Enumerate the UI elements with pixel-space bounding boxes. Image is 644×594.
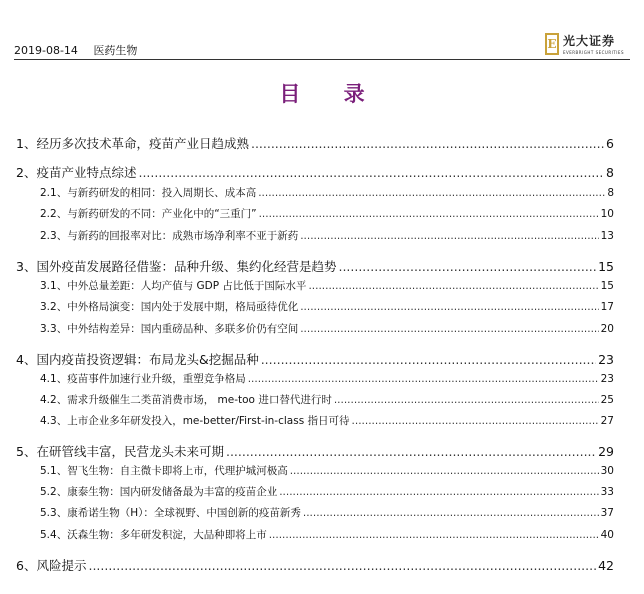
toc-entry-page: 23	[600, 373, 614, 385]
toc-entry[interactable]	[40, 413, 614, 428]
toc-entry[interactable]	[40, 463, 614, 478]
toc-entry-number: 4.1、	[40, 373, 68, 385]
toc-entry-page: 40	[600, 529, 614, 541]
report-date: 2019-08-14	[14, 44, 78, 57]
toc-entry-title: 在研管线丰富，民营龙头未来可期	[36, 444, 224, 459]
toc-entry-number: 1、	[16, 136, 37, 151]
toc-entry-page: 30	[600, 465, 614, 477]
toc-dot-leader	[269, 529, 599, 541]
toc-entry[interactable]	[40, 278, 614, 293]
toc-entry-title: 康希诺生物（H）：全球视野、中国创新的疫苗新秀	[67, 507, 301, 519]
toc-entry[interactable]	[40, 371, 614, 386]
toc-entry[interactable]	[40, 527, 614, 542]
toc-entry-title: 上市企业多年研发投入，me-better/First-in-class 指日可待	[67, 415, 350, 427]
toc-dot-leader	[300, 301, 598, 313]
toc-entry[interactable]	[40, 321, 614, 336]
toc-entry-number: 3、	[16, 259, 37, 274]
toc-entry[interactable]	[16, 556, 614, 574]
toc-entry-page: 8	[606, 165, 614, 180]
toc-entry-title: 智飞生物：自主微卡即将上市，代理护城河极高	[67, 465, 288, 477]
toc-entry-page: 20	[600, 323, 614, 335]
toc-entry-number: 2.1、	[40, 187, 68, 199]
header-divider	[14, 59, 630, 60]
toc-entry-number: 4.3、	[40, 415, 68, 427]
everbright-logo	[545, 32, 624, 55]
toc-entry-page: 37	[600, 507, 614, 519]
toc-entry-title: 与新药研发的不同：产业化中的“三重门”	[67, 208, 257, 220]
toc-dot-leader	[248, 373, 599, 385]
toc-dot-leader	[352, 415, 599, 427]
toc-dot-leader	[334, 394, 599, 406]
toc-entry-page: 10	[600, 208, 614, 220]
toc-entry-page: 13	[600, 230, 614, 242]
toc-entry[interactable]	[40, 206, 614, 221]
toc-dot-leader	[251, 136, 604, 151]
toc-entry[interactable]	[16, 350, 614, 368]
toc-entry[interactable]	[40, 299, 614, 314]
toc-dot-leader	[300, 323, 598, 335]
toc-entry-number: 5.1、	[40, 465, 68, 477]
toc-entry-number: 4.2、	[40, 394, 68, 406]
toc-entry-page: 27	[600, 415, 614, 427]
toc-entry-title: 疫苗事件加速行业升级，重塑竞争格局	[67, 373, 246, 385]
toc-entry-page: 17	[600, 301, 614, 313]
toc-entry-title: 沃森生物：多年研发积淀，大品种即将上市	[67, 529, 267, 541]
toc-entry-number: 2.2、	[40, 208, 68, 220]
toc-entry-number: 5.4、	[40, 529, 68, 541]
toc-entry-number: 2、	[16, 165, 37, 180]
toc-entry-number: 5.3、	[40, 507, 68, 519]
toc-entry-number: 5.2、	[40, 486, 68, 498]
toc-entry-number: 2.3、	[40, 230, 68, 242]
toc-entry-title: 国内疫苗投资逻辑：布局龙头&挖掘品种	[36, 352, 259, 367]
toc-entry-title: 中外总量差距：人均产值与 GDP 占比低于国际水平	[67, 280, 307, 292]
toc-dot-leader	[300, 230, 598, 242]
toc-entry-title: 中外格局演变：国内处于发展中期，格局亟待优化	[67, 301, 299, 313]
toc-entry-page: 15	[600, 280, 614, 292]
toc-entry-title: 经历多次技术革命，疫苗产业日趋成熟	[36, 136, 249, 151]
toc-entry[interactable]	[40, 505, 614, 520]
toc-dot-leader	[290, 465, 599, 477]
toc-entry-title: 中外结构差异：国内重磅品种、多联多价仍有空间	[67, 323, 299, 335]
toc-entry-title: 国外疫苗发展路径借鉴：品种升级、集约化经营是趋势	[36, 259, 337, 274]
toc-entry-page: 29	[598, 444, 614, 459]
toc-dot-leader	[258, 187, 605, 199]
toc-entry-page: 33	[600, 486, 614, 498]
toc-entry-page: 6	[606, 136, 614, 151]
toc-entry-title: 与新药的回报率对比：成熟市场净利率不亚于新药	[67, 230, 299, 242]
toc-entry-number: 3.3、	[40, 323, 68, 335]
toc-entry-number: 6、	[16, 558, 37, 573]
logo-name: 光大证券	[562, 34, 615, 48]
toc-dot-leader	[279, 486, 598, 498]
toc-entry-title: 疫苗产业特点综述	[36, 165, 137, 180]
toc-dot-leader	[261, 352, 596, 367]
toc-entry-page: 8	[607, 187, 614, 199]
logo-name-en: EVERBRIGHT SECURITIES	[562, 50, 624, 55]
toc-dot-leader	[88, 558, 596, 573]
toc-entry[interactable]	[40, 185, 614, 200]
toc-entry-title: 与新药研发的相同：投入周期长、成本高	[67, 187, 257, 199]
toc-dot-leader	[308, 280, 598, 292]
toc-dot-leader	[303, 507, 599, 519]
report-header	[14, 42, 137, 58]
toc-entry-page: 15	[598, 259, 614, 274]
toc-entry-number: 4、	[16, 352, 37, 367]
logo-mark-icon: E	[545, 33, 559, 55]
toc-dot-leader	[259, 208, 599, 220]
toc-entry-number: 3.2、	[40, 301, 68, 313]
toc-entry-number: 5、	[16, 444, 37, 459]
toc-entry-number: 3.1、	[40, 280, 68, 292]
toc-entry-title: 康泰生物：国内研发储备最为丰富的疫苗企业	[67, 486, 278, 498]
report-category: 医药生物	[93, 44, 138, 57]
toc-entry-title: 风险提示	[36, 558, 87, 573]
toc-entry-title: 需求升级催生二类苗消费市场， me-too 进口替代进行时	[67, 394, 332, 406]
toc-entry[interactable]	[16, 134, 614, 152]
toc-dot-leader	[138, 165, 604, 180]
toc-entry[interactable]	[40, 392, 614, 407]
toc-dot-leader	[338, 259, 596, 274]
toc-entry[interactable]	[16, 257, 614, 275]
toc-entry-page: 23	[598, 352, 614, 367]
toc-entry[interactable]	[40, 484, 614, 499]
toc-entry-page: 42	[598, 558, 614, 573]
toc-entry[interactable]	[16, 442, 614, 460]
toc-dot-leader	[226, 444, 596, 459]
toc-entry-page: 25	[600, 394, 614, 406]
toc-entry[interactable]	[16, 163, 614, 181]
page-title: 目 录	[279, 81, 383, 106]
toc-entry[interactable]	[40, 228, 614, 243]
